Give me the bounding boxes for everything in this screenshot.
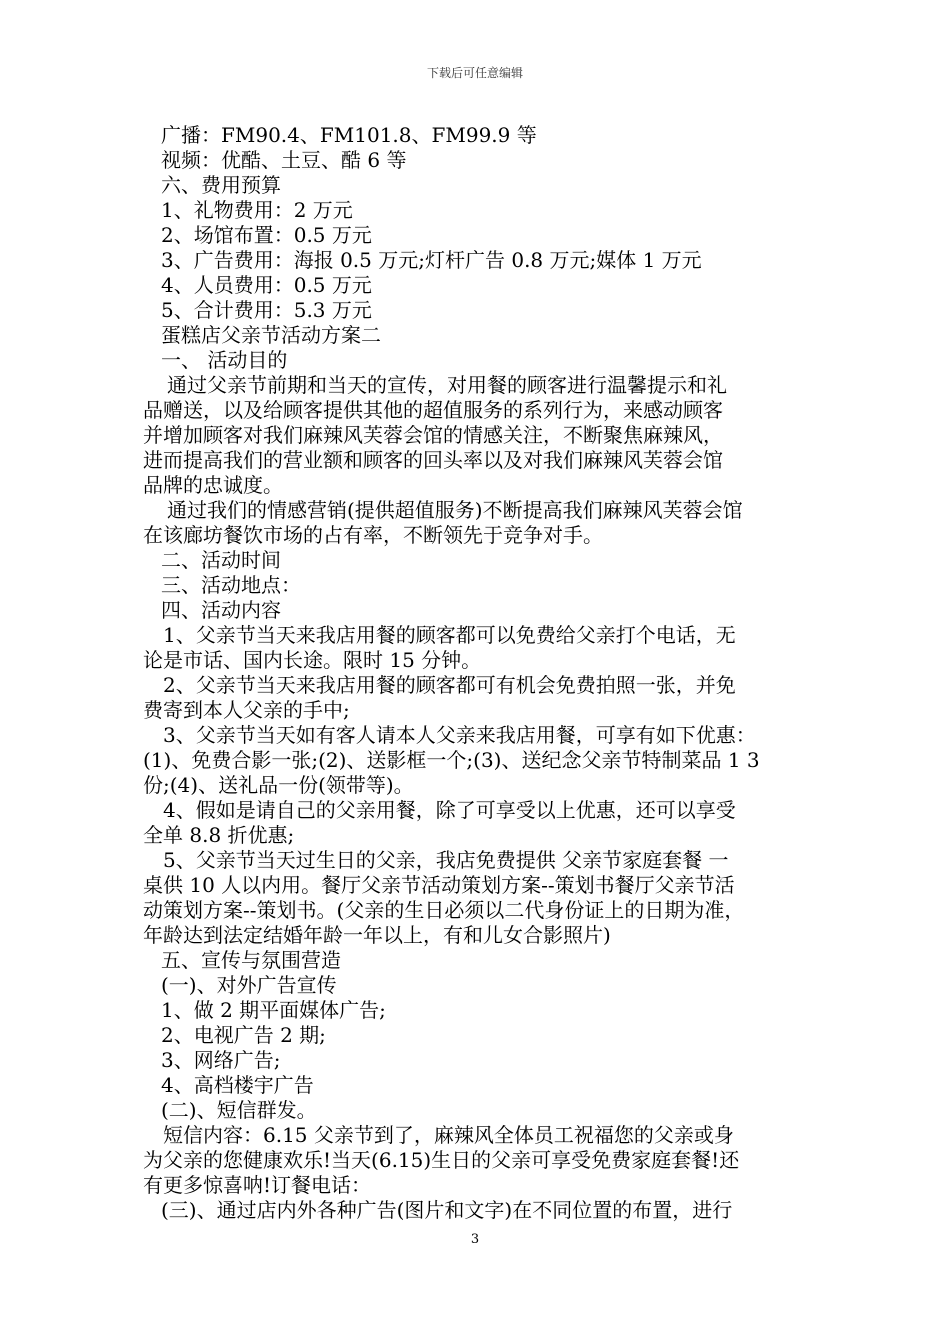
- page-number: 3: [470, 1232, 480, 1247]
- text-line: 3、网络广告;: [161, 1048, 281, 1072]
- text-line: 4、假如是请自己的父亲用餐，除了可享受以上优惠，还可以享受: [163, 798, 736, 822]
- text-line: 在该廊坊餐饮市场的占有率，不断领先于竞争对手。: [143, 523, 603, 547]
- text-line: 1、做 2 期平面媒体广告;: [161, 998, 386, 1022]
- text-line: (一)、对外广告宣传: [161, 973, 337, 997]
- text-line: 论是市话、国内长途。限时 15 分钟。: [143, 648, 482, 672]
- text-line: 二、活动时间: [161, 548, 281, 572]
- text-line: 四、活动内容: [161, 598, 281, 622]
- text-line: 品赠送，以及给顾客提供其他的超值服务的系列行为，来感动顾客: [143, 398, 723, 422]
- text-line: 2、父亲节当天来我店用餐的顾客都可有机会免费拍照一张，并免: [163, 673, 736, 697]
- text-line: 短信内容：6.15 父亲节到了，麻辣风全体员工祝福您的父亲或身: [163, 1123, 734, 1147]
- text-line: 4、人员费用：0.5 万元: [161, 273, 372, 297]
- text-line: (1)、免费合影一张;(2)、送影框一个;(3)、送纪念父亲节特制菜品 1 3: [143, 748, 760, 772]
- text-line: 2、场馆布置：0.5 万元: [161, 223, 372, 247]
- text-line: 进而提高我们的营业额和顾客的回头率以及对我们麻辣风芙蓉会馆: [143, 448, 723, 472]
- text-line: 1、父亲节当天来我店用餐的顾客都可以免费给父亲打个电话，无: [163, 623, 736, 647]
- text-line: 一、 活动目的: [161, 348, 288, 372]
- text-line: 年龄达到法定结婚年龄一年以上，有和儿女合影照片): [143, 923, 611, 947]
- text-line: 桌供 10 人以内用。餐厅父亲节活动策划方案--策划书餐厅父亲节活: [143, 873, 735, 897]
- text-line: 六、费用预算: [161, 173, 281, 197]
- text-line: 5、父亲节当天过生日的父亲，我店免费提供 父亲节家庭套餐 一: [163, 848, 729, 872]
- text-line: 2、电视广告 2 期;: [161, 1023, 326, 1047]
- text-line: 视频：优酷、土豆、酷 6 等: [161, 148, 407, 172]
- text-line: 4、高档楼宇广告: [161, 1073, 314, 1097]
- text-line: 1、礼物费用：2 万元: [161, 198, 353, 222]
- text-line: 动策划方案--策划书。(父亲的生日必须以二代身份证上的日期为准，: [143, 898, 745, 922]
- text-line: 全单 8.8 折优惠;: [143, 823, 295, 847]
- text-line: 3、父亲节当天如有客人请本人父亲来我店用餐，可享有如下优惠：: [163, 723, 756, 747]
- text-line: 通过我们的情感营销(提供超值服务)不断提高我们麻辣风芙蓉会馆: [167, 498, 743, 522]
- document-body: [143, 123, 813, 1223]
- text-line: 3、广告费用：海报 0.5 万元;灯杆广告 0.8 万元;媒体 1 万元: [161, 248, 702, 272]
- text-line: 蛋糕店父亲节活动方案二: [161, 323, 381, 347]
- text-line: 为父亲的您健康欢乐!当天(6.15)生日的父亲可享受免费家庭套餐!还: [143, 1148, 740, 1172]
- text-line: 并增加顾客对我们麻辣风芙蓉会馆的情感关注，不断聚焦麻辣风，: [143, 423, 723, 447]
- text-line: 品牌的忠诚度。: [143, 473, 283, 497]
- text-line: 5、合计费用：5.3 万元: [161, 298, 372, 322]
- text-line: (三)、通过店内外各种广告(图片和文字)在不同位置的布置，进行: [161, 1198, 733, 1222]
- text-line: 费寄到本人父亲的手中;: [143, 698, 350, 722]
- text-line: 五、宣传与氛围营造: [161, 948, 341, 972]
- text-line: 通过父亲节前期和当天的宣传，对用餐的顾客进行温馨提示和礼: [167, 373, 727, 397]
- page-header-note: 下载后可任意编辑: [426, 66, 523, 80]
- text-line: 有更多惊喜呐!订餐电话：: [143, 1173, 372, 1197]
- text-line: 广播：FM90.4、FM101.8、FM99.9 等: [161, 123, 537, 147]
- text-line: (二)、短信群发。: [161, 1098, 317, 1122]
- text-line: 份;(4)、送礼品一份(领带等)。: [143, 773, 414, 797]
- text-line: 三、活动地点：: [161, 573, 301, 597]
